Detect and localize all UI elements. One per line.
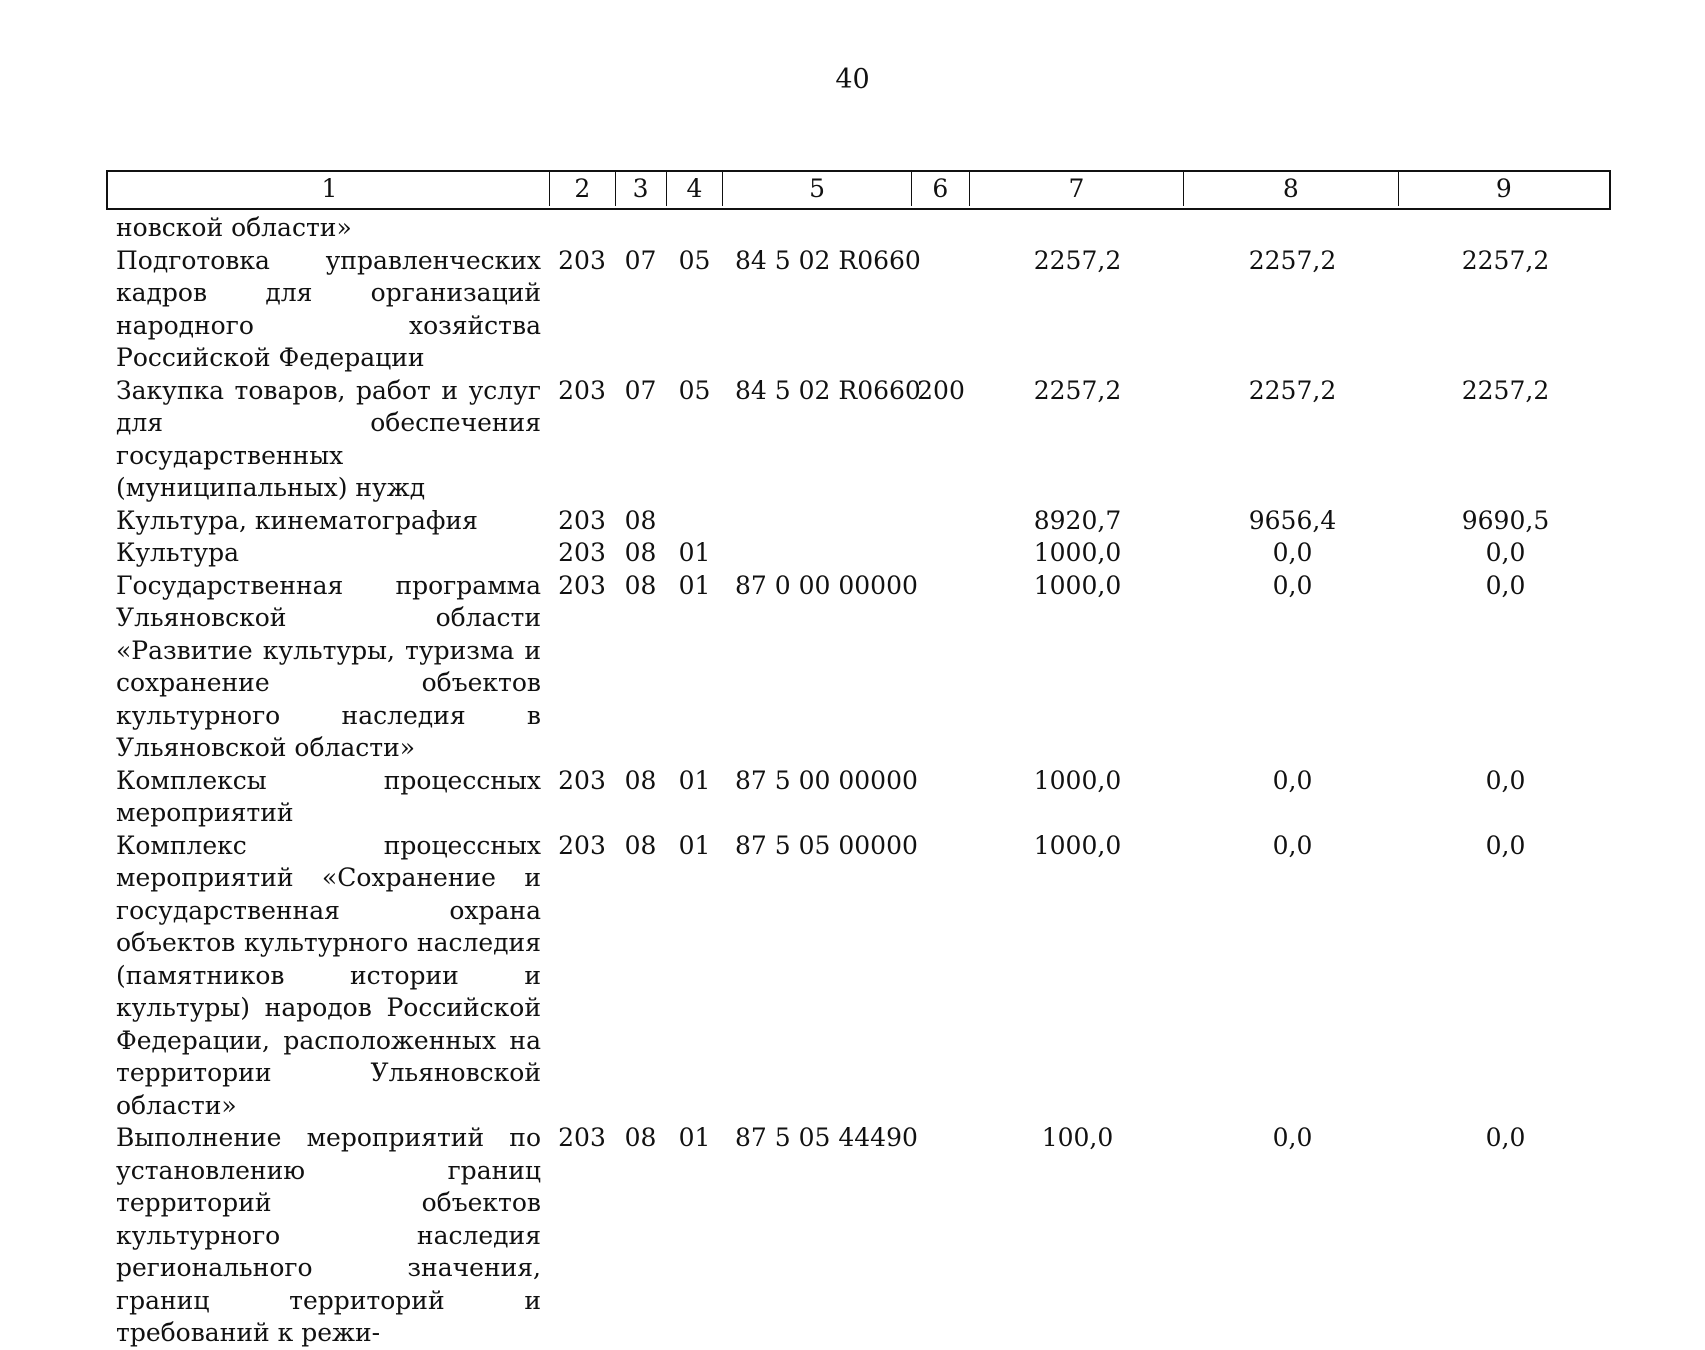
- table-row: [106, 212, 1611, 245]
- cell-col-2: 203: [558, 830, 606, 860]
- row-name: Культура, кинематография: [116, 505, 478, 535]
- cell-col-7: 1000,0: [1033, 570, 1122, 600]
- budget-table: [106, 170, 1611, 1350]
- cell-col-4: 05: [678, 245, 711, 275]
- cell-col-3: 08: [624, 570, 657, 600]
- table-row: [106, 570, 1611, 765]
- table-row: [106, 245, 1611, 375]
- cell-col-9: 0,0: [1485, 570, 1526, 600]
- header-col-6: 6: [912, 172, 970, 206]
- cell-col-3: 08: [624, 1123, 657, 1152]
- table-row: [106, 830, 1611, 1123]
- header-col-9: 9: [1495, 174, 1512, 203]
- header-col-1: 1: [108, 172, 550, 206]
- cell-col-2: 203: [558, 245, 606, 275]
- cell-col-5: 84 5 02 R0660: [735, 375, 921, 405]
- cell-col-2: 203: [558, 375, 606, 405]
- cell-col-9: 2257,2: [1461, 375, 1550, 405]
- cell-col-7: 2257,2: [1033, 245, 1122, 275]
- table-row: [106, 375, 1611, 505]
- cell-col-8: 9656,4: [1248, 505, 1337, 535]
- cell-col-4: 01: [678, 830, 711, 860]
- cell-col-3: 07: [624, 375, 657, 405]
- cell-col-9: 2257,2: [1461, 245, 1550, 275]
- cell-col-8: 0,0: [1272, 1123, 1313, 1152]
- cell-col-9: 0,0: [1485, 765, 1526, 795]
- row-name: Закупка товаров, работ и услуг для обеспечения государственных (муниципальных) нужд: [116, 375, 541, 502]
- header-col-5: 5: [723, 172, 911, 206]
- cell-col-5: 87 5 05 44490: [735, 1123, 918, 1152]
- table-row: [106, 505, 1611, 538]
- cell-col-8: 2257,2: [1248, 245, 1337, 275]
- cell-col-5: 87 5 00 00000: [735, 765, 918, 795]
- cell-col-8: 0,0: [1272, 830, 1313, 860]
- cell-col-3: 08: [624, 830, 657, 860]
- cell-col-7: 1000,0: [1033, 765, 1122, 795]
- table-row: [106, 1122, 1611, 1350]
- cell-col-8: 2257,2: [1248, 375, 1337, 405]
- header-col-4: 4: [667, 172, 724, 206]
- cell-col-8: 0,0: [1272, 538, 1313, 567]
- cell-col-8: 0,0: [1272, 570, 1313, 600]
- header-col-2: 2: [550, 172, 616, 206]
- cell-col-7: 100,0: [1041, 1123, 1114, 1152]
- row-name: Подготовка управленческих кадров для организаций народного хозяйства Российской Федерации: [116, 245, 541, 372]
- cell-col-7: 2257,2: [1033, 375, 1122, 405]
- cell-col-5: 84 5 02 R0660: [735, 245, 921, 275]
- table-row: [106, 537, 1611, 570]
- table-body: [106, 210, 1611, 1350]
- cell-col-9: 9690,5: [1461, 505, 1550, 535]
- row-name: Комплексы процессных мероприятий: [116, 765, 541, 827]
- cell-col-2: 203: [558, 570, 606, 600]
- cell-col-4: 01: [678, 765, 711, 795]
- cell-col-2: 203: [558, 505, 606, 535]
- cell-col-3: 08: [624, 505, 657, 535]
- cell-col-9: 0,0: [1485, 1123, 1526, 1152]
- cell-col-2: 203: [558, 1123, 606, 1152]
- header-col-7: 7: [970, 172, 1184, 206]
- cell-col-7: 1000,0: [1033, 538, 1122, 567]
- row-name: Культура: [116, 538, 239, 567]
- table-row: [106, 765, 1611, 830]
- cell-col-4: 01: [678, 1123, 711, 1152]
- cell-col-9: 0,0: [1485, 830, 1526, 860]
- cell-col-3: 08: [624, 765, 657, 795]
- header-col-3: 3: [616, 172, 667, 206]
- cell-col-5: 87 0 00 00000: [735, 570, 918, 600]
- cell-col-3: 08: [624, 538, 657, 567]
- cell-col-2: 203: [558, 538, 606, 567]
- table-header: [106, 170, 1611, 210]
- cell-col-7: 8920,7: [1033, 505, 1122, 535]
- cell-col-3: 07: [624, 245, 657, 275]
- cell-col-4: 05: [678, 375, 711, 405]
- cell-col-6: 200: [917, 375, 965, 405]
- row-name: Государственная программа Ульяновской области «Развитие культуры, туризма и сохранение объектов культурного наследия в Ульяновской области»: [116, 570, 541, 762]
- cell-col-4: 01: [678, 570, 711, 600]
- cell-col-5: 87 5 05 00000: [735, 830, 918, 860]
- cell-col-9: 0,0: [1485, 538, 1526, 567]
- row-name: Выполнение мероприятий по установлению границ территорий объектов культурного наследия регионального значения, границ территорий и требований к режи-: [116, 1123, 541, 1347]
- row-name: Комплекс процессных мероприятий «Сохранение и государственная охрана объектов культурного наследия (памятников истории и культуры) народов Российской Федерации, расположенных на территории Ульяновской области»: [116, 830, 541, 1120]
- cell-col-8: 0,0: [1272, 765, 1313, 795]
- cell-col-2: 203: [558, 765, 606, 795]
- row-name: новской области»: [116, 213, 352, 242]
- header-col-8: 8: [1184, 172, 1398, 206]
- cell-col-4: 01: [678, 538, 711, 567]
- cell-col-7: 1000,0: [1033, 830, 1122, 860]
- page-number: 40: [835, 64, 870, 95]
